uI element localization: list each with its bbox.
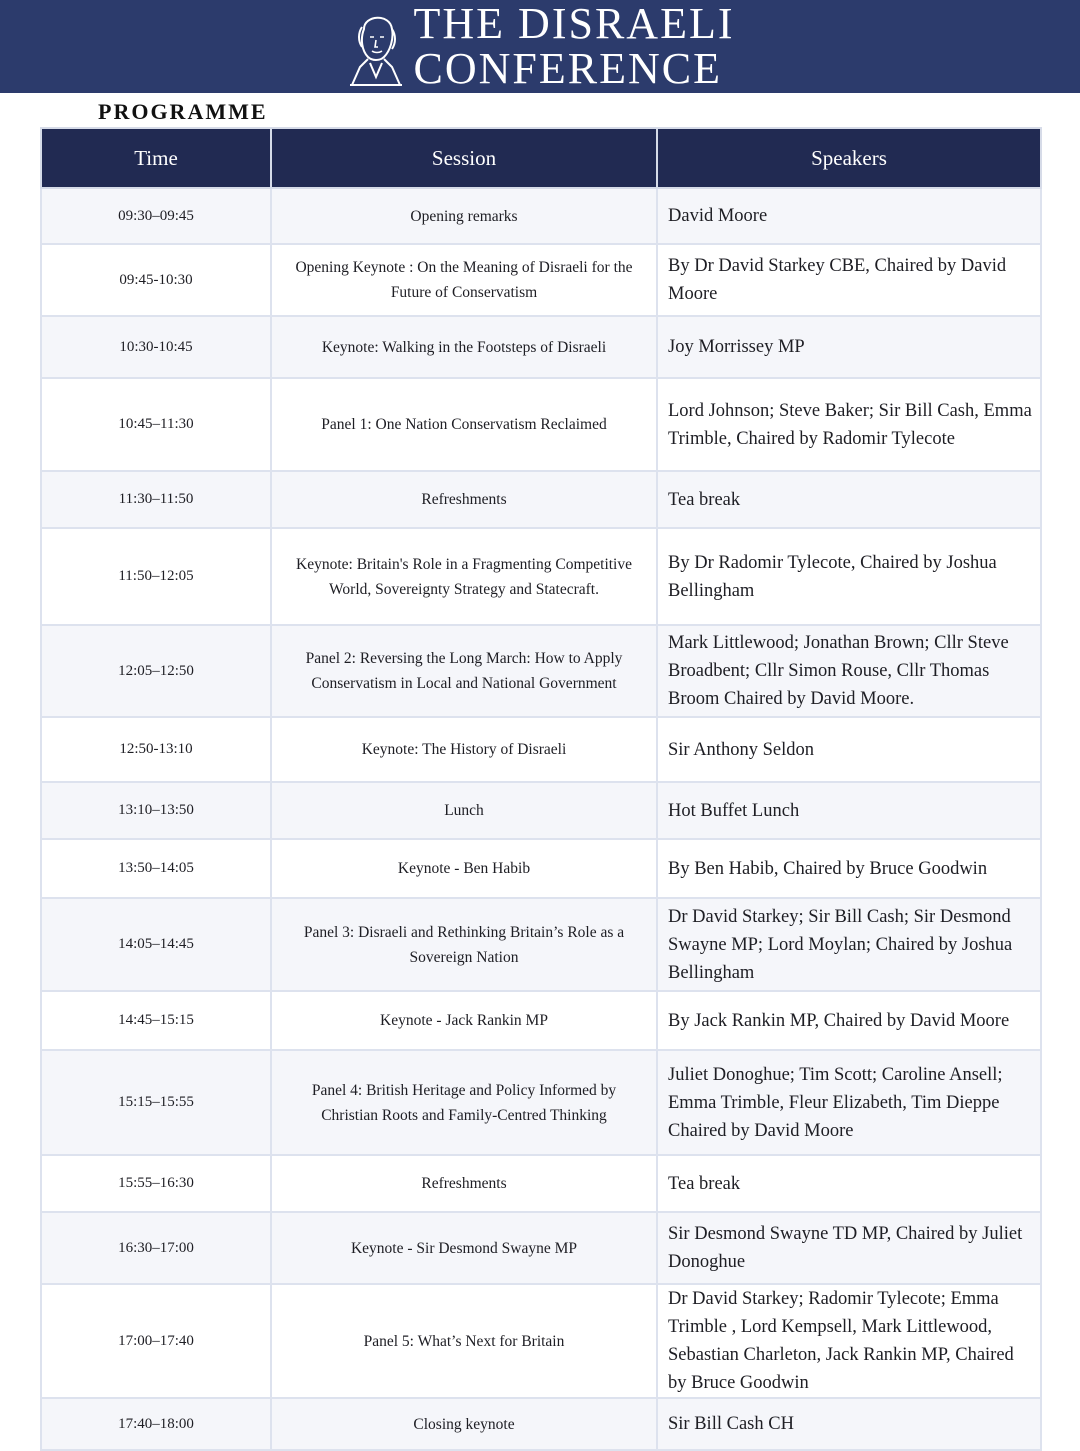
- programme-table: [40, 127, 1042, 1451]
- speakers-cell: By Dr Radomir Tylecote, Chaired by Joshua Bellingham: [657, 528, 1041, 625]
- table-row: [41, 839, 1041, 898]
- session-cell: Keynote: Walking in the Footsteps of Disraeli: [271, 316, 657, 378]
- time-cell: 09:45-10:30: [41, 244, 271, 316]
- table-row: [41, 717, 1041, 782]
- session-cell: Refreshments: [271, 1155, 657, 1212]
- time-cell: 15:55–16:30: [41, 1155, 271, 1212]
- table-row: [41, 1155, 1041, 1212]
- time-cell: 15:15–15:55: [41, 1050, 271, 1155]
- time-cell: 09:30–09:45: [41, 188, 271, 244]
- time-cell: 14:05–14:45: [41, 898, 271, 991]
- speakers-cell: By Ben Habib, Chaired by Bruce Goodwin: [657, 839, 1041, 898]
- table-row: [41, 898, 1041, 991]
- title-line-2: CONFERENCE: [413, 44, 722, 93]
- table-row: [41, 471, 1041, 528]
- session-cell: Keynote - Ben Habib: [271, 839, 657, 898]
- table-header-row: [41, 128, 1041, 188]
- table-row: [41, 991, 1041, 1050]
- session-cell: Closing keynote: [271, 1398, 657, 1450]
- speakers-cell: By Jack Rankin MP, Chaired by David Moore: [657, 991, 1041, 1050]
- time-cell: 10:30-10:45: [41, 316, 271, 378]
- table-row: [41, 625, 1041, 717]
- time-cell: 13:50–14:05: [41, 839, 271, 898]
- session-cell: Panel 5: What’s Next for Britain: [271, 1284, 657, 1398]
- speakers-cell: Juliet Donoghue; Tim Scott; Caroline Ansell; Emma Trimble, Fleur Elizabeth, Tim Dieppe Chaired by David Moore: [657, 1050, 1041, 1155]
- table-row: [41, 1398, 1041, 1450]
- session-cell: Keynote - Jack Rankin MP: [271, 991, 657, 1050]
- session-cell: Refreshments: [271, 471, 657, 528]
- table-row: [41, 782, 1041, 839]
- time-cell: 12:50-13:10: [41, 717, 271, 782]
- time-cell: 12:05–12:50: [41, 625, 271, 717]
- programme-rows: [41, 188, 1041, 1450]
- speakers-cell: Dr David Starkey; Sir Bill Cash; Sir Desmond Swayne MP; Lord Moylan; Chaired by Joshua Bellingham: [657, 898, 1041, 991]
- table-row: [41, 378, 1041, 471]
- session-cell: Lunch: [271, 782, 657, 839]
- session-cell: Opening Keynote : On the Meaning of Disraeli for the Future of Conservatism: [271, 244, 657, 316]
- session-cell: Panel 2: Reversing the Long March: How to Apply Conservatism in Local and National Government: [271, 625, 657, 717]
- session-cell: Panel 3: Disraeli and Rethinking Britain’s Role as a Sovereign Nation: [271, 898, 657, 991]
- disraeli-portrait-icon: [346, 7, 406, 87]
- table-row: [41, 188, 1041, 244]
- speakers-cell: By Dr David Starkey CBE, Chaired by David Moore: [657, 244, 1041, 316]
- table-row: [41, 1284, 1041, 1398]
- speakers-cell: Lord Johnson; Steve Baker; Sir Bill Cash, Emma Trimble, Chaired by Radomir Tylecote: [657, 378, 1041, 471]
- speakers-cell: Joy Morrissey MP: [657, 316, 1041, 378]
- speakers-cell: Tea break: [657, 471, 1041, 528]
- table-row: [41, 528, 1041, 625]
- time-cell: 17:40–18:00: [41, 1398, 271, 1450]
- header-banner: [0, 0, 1080, 93]
- table-row: [41, 1050, 1041, 1155]
- programme-heading: PROGRAMME: [98, 99, 268, 124]
- speakers-cell: Sir Anthony Seldon: [657, 717, 1041, 782]
- session-cell: Keynote: Britain's Role in a Fragmenting Competitive World, Sovereignty Strategy and Statecraft.: [271, 528, 657, 625]
- speakers-cell: Tea break: [657, 1155, 1041, 1212]
- speakers-cell: Hot Buffet Lunch: [657, 782, 1041, 839]
- conference-title: [414, 2, 735, 91]
- time-cell: 14:45–15:15: [41, 991, 271, 1050]
- speakers-cell: Mark Littlewood; Jonathan Brown; Cllr Steve Broadbent; Cllr Simon Rouse, Cllr Thomas Broom Chaired by David Moore.: [657, 625, 1041, 717]
- table-row: [41, 244, 1041, 316]
- time-cell: 11:30–11:50: [41, 471, 271, 528]
- title-line-1: THE DISRAELI: [413, 0, 735, 48]
- column-header-time: Time: [41, 128, 271, 188]
- session-cell: Keynote: The History of Disraeli: [271, 717, 657, 782]
- time-cell: 16:30–17:00: [41, 1212, 271, 1284]
- session-cell: Keynote - Sir Desmond Swayne MP: [271, 1212, 657, 1284]
- time-cell: 11:50–12:05: [41, 528, 271, 625]
- speakers-cell: David Moore: [657, 188, 1041, 244]
- session-cell: Panel 4: British Heritage and Policy Informed by Christian Roots and Family-Centred Thinking: [271, 1050, 657, 1155]
- time-cell: 13:10–13:50: [41, 782, 271, 839]
- time-cell: 17:00–17:40: [41, 1284, 271, 1398]
- table-row: [41, 316, 1041, 378]
- session-cell: Panel 1: One Nation Conservatism Reclaimed: [271, 378, 657, 471]
- time-cell: 10:45–11:30: [41, 378, 271, 471]
- speakers-cell: Sir Bill Cash CH: [657, 1398, 1041, 1450]
- column-header-session: Session: [271, 128, 657, 188]
- speakers-cell: Dr David Starkey; Radomir Tylecote; Emma Trimble , Lord Kempsell, Mark Littlewood, Sebastian Charleton, Jack Rankin MP, Chaired by Bruce Goodwin: [657, 1284, 1041, 1398]
- speakers-cell: Sir Desmond Swayne TD MP, Chaired by Juliet Donoghue: [657, 1212, 1041, 1284]
- column-header-speakers: Speakers: [657, 128, 1041, 188]
- session-cell: Opening remarks: [271, 188, 657, 244]
- table-row: [41, 1212, 1041, 1284]
